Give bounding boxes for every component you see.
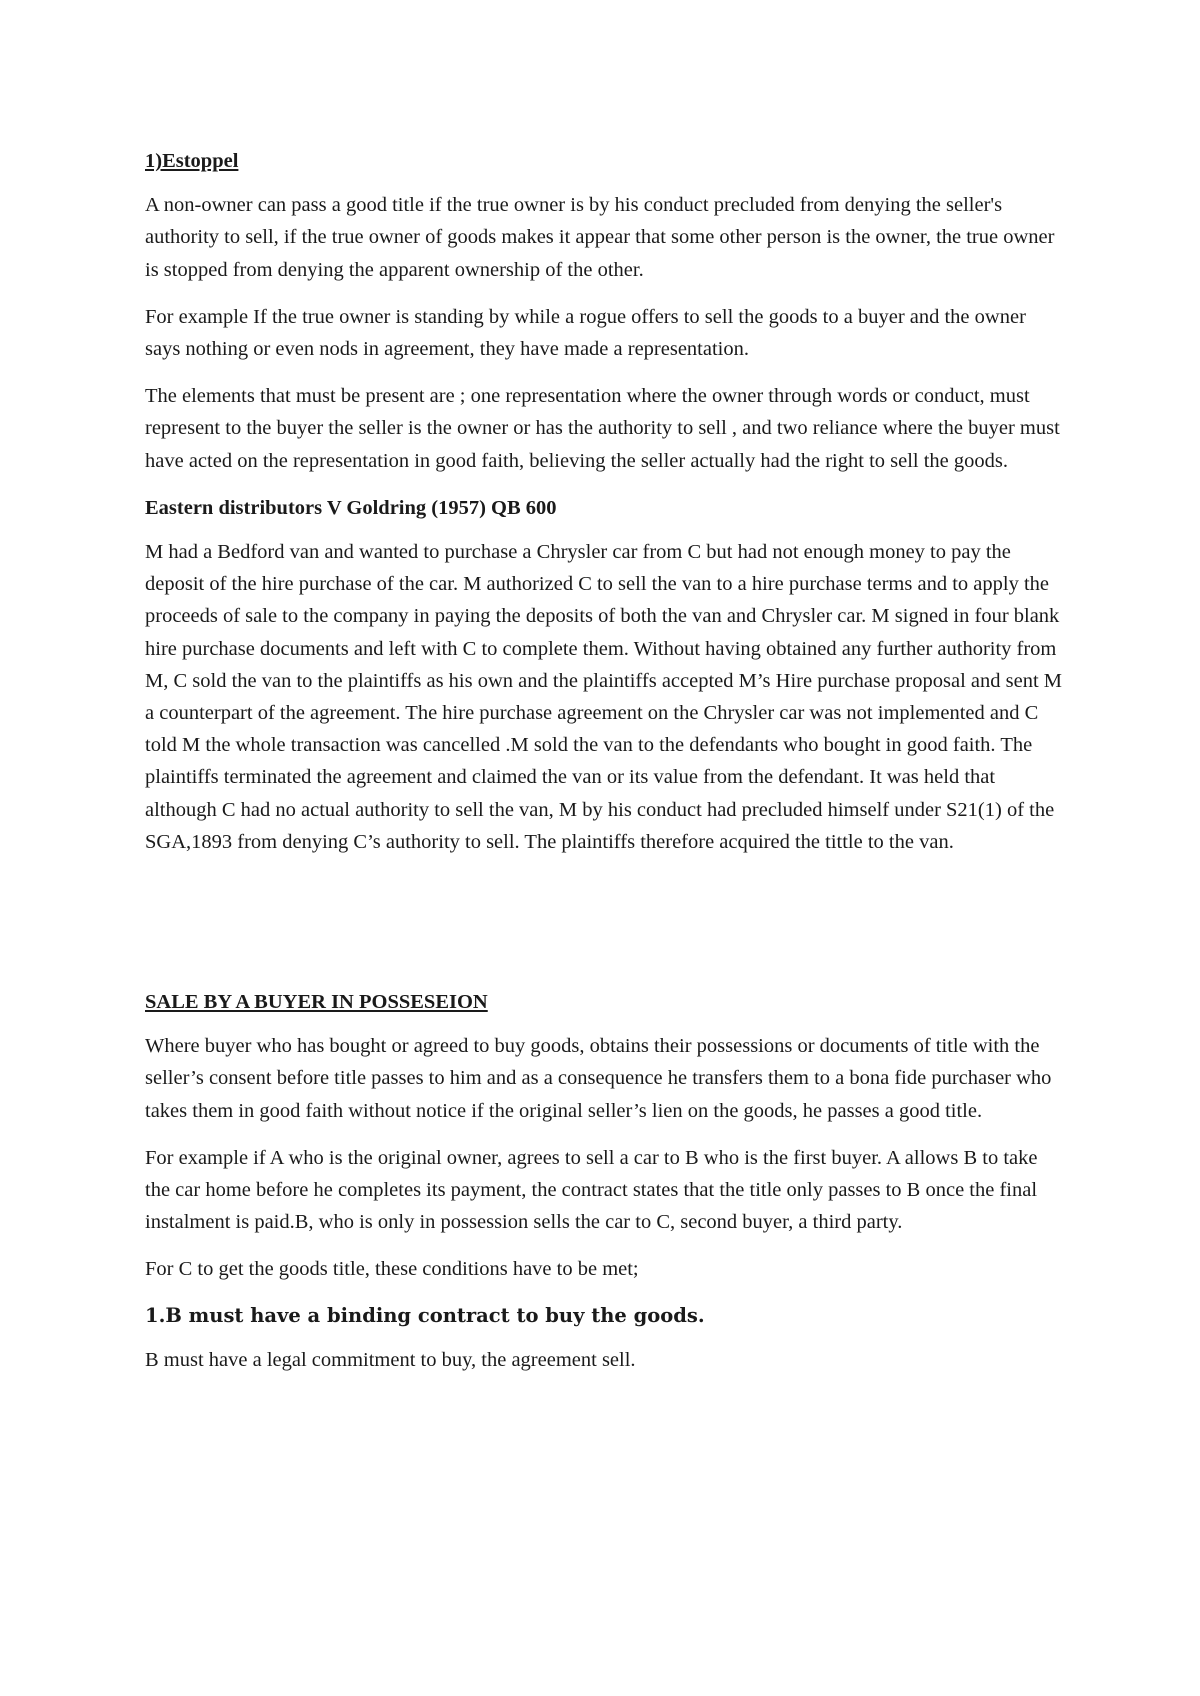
section-spacer: [145, 873, 1065, 986]
case-heading: Eastern distributors V Goldring (1957) QB 600: [145, 496, 557, 519]
buyer-paragraph-example: For example if A who is the original owner, agrees to sell a car to B who is the first buyer. A allows B to take the car home before he completes its payment, the contract states that the title only passes to B once the final instalment is paid.B, who is only in possession sells the car to C, second buyer, a third party.: [145, 1146, 1038, 1234]
estoppel-heading: 1)Estoppel: [145, 150, 239, 172]
document-body: [145, 145, 1065, 1391]
buyer-paragraph-conditions-intro: For C to get the goods title, these conditions have to be met;: [145, 1258, 639, 1281]
estoppel-paragraph-example: For example If the true owner is standing by while a rogue offers to sell the goods to a buyer and the owner says nothing or even nods in agreement, they have made a representation.: [145, 305, 1026, 361]
estoppel-paragraph-definition: A non-owner can pass a good title if the true owner is by his conduct precluded from denying the seller's authority to sell, if the true owner of goods makes it appear that some other person is the owner, the true owner is stopped from denying the apparent ownership of the other.: [145, 194, 1055, 281]
condition-paragraph: B must have a legal commitment to buy, the agreement sell.: [145, 1348, 636, 1371]
estoppel-paragraph-elements: The elements that must be present are ; one representation where the owner through words or conduct, must represent to the buyer the seller is the owner or has the authority to sell , and two reliance where the buyer must have acted on the representation in good faith, believing the seller actually had the right to sell the goods.: [145, 385, 1060, 472]
condition-heading: 1.B must have a binding contract to buy the goods.: [145, 1303, 705, 1327]
buyer-in-possession-heading: SALE BY A BUYER IN POSSESEION: [145, 991, 488, 1014]
case-paragraph: M had a Bedford van and wanted to purchase a Chrysler car from C but had not enough money to pay the deposit of the hire purchase of the car. M authorized C to sell the van to a hire purchase terms and to apply the proceeds of sale to the company in paying the deposits of both the van and Chrysler car. M signed in four blank hire purchase documents and left with C to complete them. Without having obtained any further authority from M, C sold the van to the plaintiffs as his own and the plaintiffs accepted M’s Hire purchase proposal and sent M a counterpart of the agreement. The hire purchase agreement on the Chrysler car was not implemented and C told M the whole transaction was cancelled .M sold the van to the defendants who bought in good faith. The plaintiffs terminated the agreement and claimed the van or its value from the defendant. It was held that although C had no actual authority to sell the van, M by his conduct had precluded himself under S21(1) of the SGA,1893 from denying C’s authority to sell. The plaintiffs therefore acquired the tittle to the van.: [145, 541, 1063, 853]
buyer-paragraph-definition: Where buyer who has bought or agreed to buy goods, obtains their possessions or documents of title with the seller’s consent before title passes to him and as a consequence he transfers them to a bona fide purchaser who takes them in good faith without notice if the original seller’s lien on the goods, he passes a good title.: [145, 1035, 1052, 1122]
